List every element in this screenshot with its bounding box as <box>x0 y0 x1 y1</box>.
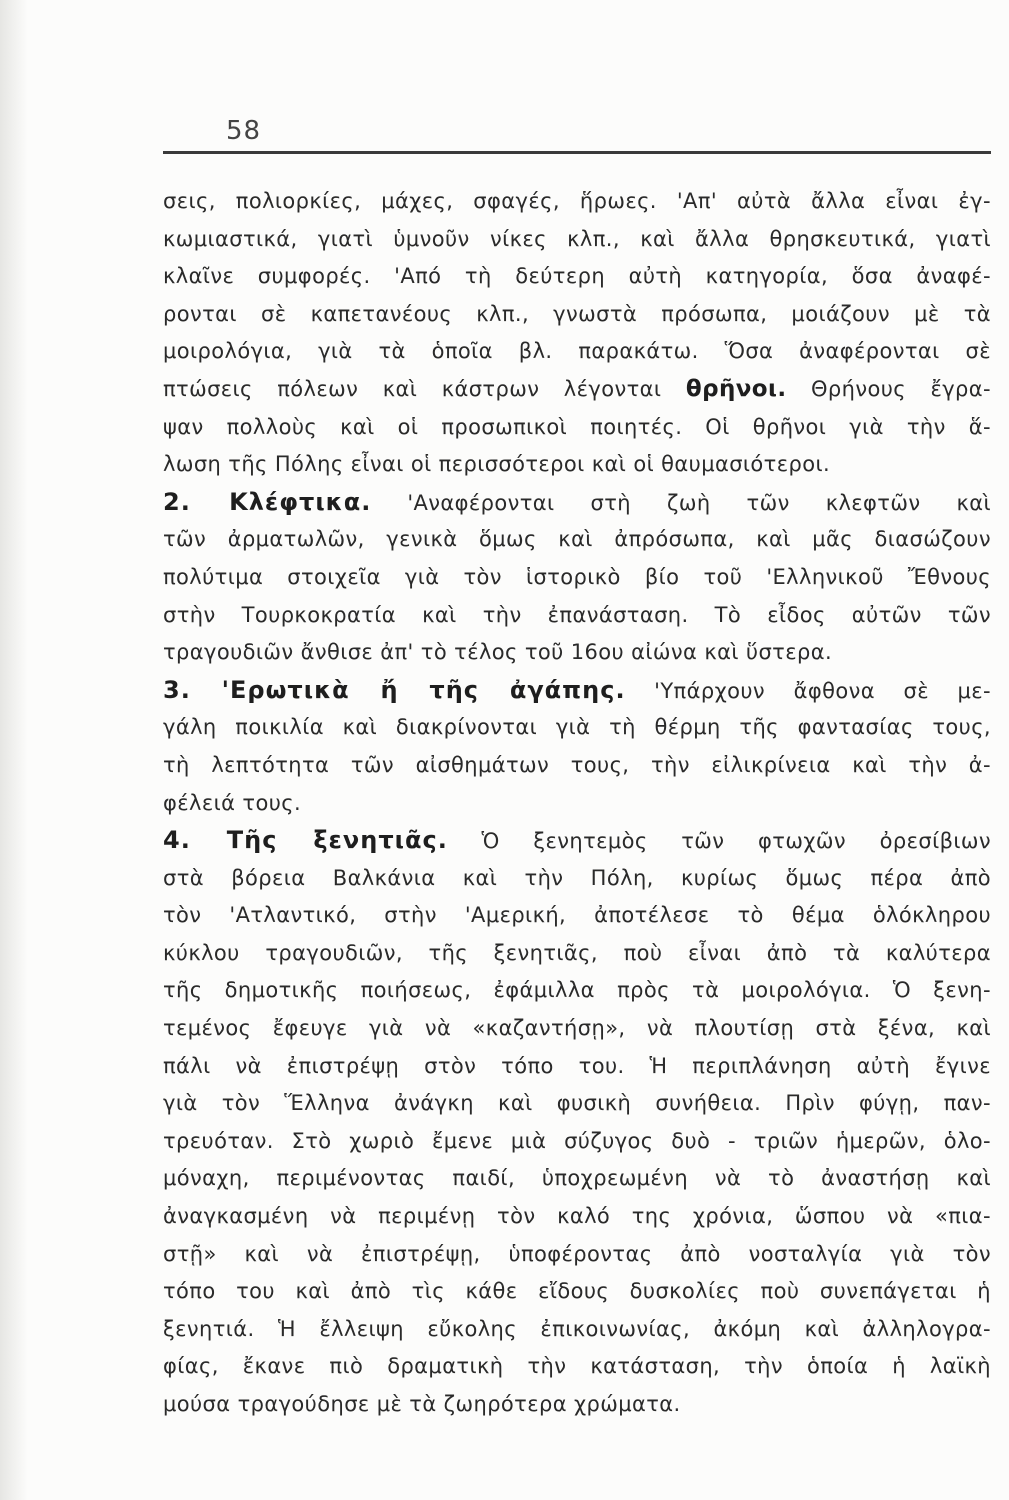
text-segment: πτώσεις πόλεων καὶ κάστρων λέγονται <box>163 376 662 401</box>
text-line: κύκλου τραγουδιῶν, τῆς ξενητιᾶς, ποὺ εἶναι ἀπὸ τὰ καλύτερα <box>163 940 991 965</box>
section-3-heading: 3. 'Ερωτικὰ ἤ τῆς ἀγάπης. <box>163 675 626 704</box>
text-segment: Θρήνους ἔγρα- <box>810 376 991 401</box>
text-line: τεμένος ἔφευγε γιὰ νὰ «καζαντήσῃ», νὰ πλουτίσῃ στὰ ξένα, καὶ <box>163 1016 991 1041</box>
text-line: σεις, πολιορκίες, μάχες, σφαγές, ἥρωες. 'Απ' αὐτὰ ἄλλα εἶναι ἐγ- <box>163 189 991 213</box>
text-line: στῇ» καὶ νὰ ἐπιστρέψῃ, ὑποφέροντας ἀπὸ νοσταλγία γιὰ τὸν <box>163 1241 991 1266</box>
text-line: πάλι νὰ ἐπιστρέψῃ στὸν τόπο του. Ἡ περιπλάνηση αὐτὴ ἔγινε <box>163 1053 991 1078</box>
text-line: κλαῖνε συμφορές. 'Από τὴ δεύτερη αὐτὴ κατηγορία, ὅσα ἀναφέ- <box>163 264 991 289</box>
text-line: τραγουδιῶν ἄνθισε ἀπ' τὸ τέλος τοῦ 16ου αἰώνα καὶ ὕστερα. <box>163 640 833 665</box>
term-thrinoi: θρῆνοι. <box>685 375 787 402</box>
text-line: ρονται σὲ καπετανέους κλπ., γνωστὰ πρόσωπα, μοιάζουν μὲ τὰ <box>163 301 991 326</box>
text-line: ψαν πολλοὺς καὶ οἱ προσωπικοὶ ποιητές. Οἱ θρῆνοι γιὰ τὴν ἅ- <box>163 414 991 439</box>
section-4-first-line <box>163 822 991 860</box>
text-line: ξενητιά. Ἡ ἔλλειψη εὔκολης ἐπικοινωνίας, ἀκόμη καὶ ἀλληλογρα- <box>163 1316 991 1341</box>
section-4-heading: 4. Τῆς ξενητιᾶς. <box>163 826 448 855</box>
page-number: 58 <box>226 116 262 146</box>
text-line: φίας, ἔκανε πιὸ δραματικὴ τὴν κατάσταση, τὴν ὁποία ἡ λαϊκὴ <box>163 1354 991 1379</box>
text-segment: 'Αναφέρονται στὴ ζωὴ τῶν κλεφτῶν καὶ <box>407 490 991 515</box>
text-line: γάλη ποικιλία καὶ διακρίνονται γιὰ τὴ θέρμη τῆς φαντασίας τους, <box>163 715 991 740</box>
text-line: τὸν 'Ατλαντικό, στὴν 'Αμερική, ἀποτέλεσε τὸ θέμα ὁλόκληρου <box>163 903 991 928</box>
text-line: λωση τῆς Πόλης εἶναι οἱ περισσότεροι καὶ οἱ θαυμασιότεροι. <box>163 452 831 477</box>
section-2-first-line <box>163 484 991 522</box>
body-text <box>163 183 991 1424</box>
text-line: πολύτιμα στοιχεῖα γιὰ τὸν ἱστορικὸ βίο τοῦ 'Ελληνικοῦ Ἔθνους <box>163 564 991 589</box>
text-line: μούσα τραγούδησε μὲ τὰ ζωηρότερα χρώματα. <box>163 1392 681 1416</box>
text-line: μοιρολόγια, γιὰ τὰ ὁποῖα βλ. παρακάτω. Ὅσα ἀναφέρονται σὲ <box>163 339 991 364</box>
text-line: κωμιαστικά, γιατὶ ὑμνοῦν νίκες κλπ., καὶ ἄλλα θρησκευτικά, γιατὶ <box>163 226 991 251</box>
section-2-heading: 2. Κλέφτικα. <box>163 487 372 516</box>
header-rule <box>163 151 991 154</box>
text-line: τῶν ἀρματωλῶν, γενικὰ ὅμως καὶ ἀπρόσωπα, καὶ μᾶς διασώζουν <box>163 527 991 552</box>
text-line: φέλειά τους. <box>163 790 302 815</box>
text-segment: Ὁ ξενητεμὸς τῶν φτωχῶν ὀρεσίβιων <box>481 829 992 854</box>
text-line: γιὰ τὸν Ἕλληνα ἀνάγκη καὶ φυσικὴ συνήθεια. Πρὶν φύγῃ, παν- <box>163 1091 991 1116</box>
text-line: στὴν Τουρκοκρατία καὶ τὴν ἐπανάσταση. Τὸ εἶδος αὐτῶν τῶν <box>163 602 991 627</box>
text-line: ἀναγκασμένη νὰ περιμένῃ τὸν καλό της χρόνια, ὥσπου νὰ «πια- <box>163 1204 991 1229</box>
text-line <box>163 371 991 409</box>
text-segment: 'Υπάρχουν ἄφθονα σὲ με- <box>654 678 992 703</box>
section-3-first-line <box>163 672 991 710</box>
text-line: τρευόταν. Στὸ χωριὸ ἔμενε μιὰ σύζυγος δυὸ - τριῶν ἡμερῶν, ὁλο- <box>163 1128 991 1153</box>
text-line: τῆς δημοτικῆς ποιήσεως, ἐφάμιλλα πρὸς τὰ μοιρολόγια. Ὁ ξενη- <box>163 978 991 1003</box>
text-line: στὰ βόρεια Βαλκάνια καὶ τὴν Πόλη, κυρίως ὅμως πέρα ἀπὸ <box>163 865 991 890</box>
text-line: μόναχη, περιμένοντας παιδί, ὑποχρεωμένη νὰ τὸ ἀναστήσῃ καὶ <box>163 1166 991 1191</box>
text-line: τόπο του καὶ ἀπὸ τὶς κάθε εἴδους δυσκολίες ποὺ συνεπάγεται ἡ <box>163 1279 991 1304</box>
text-line: τὴ λεπτότητα τῶν αἰσθημάτων τους, τὴν εἰλικρίνεια καὶ τὴν ἀ- <box>163 752 991 777</box>
